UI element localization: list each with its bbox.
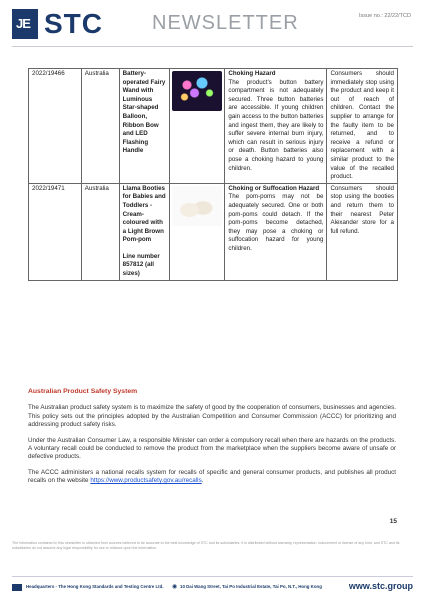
recall-number: 2022/19471 <box>29 183 82 280</box>
section-title: Australian Product Safety System <box>28 388 138 395</box>
paragraph-end: . <box>201 477 204 485</box>
footer-divider <box>12 576 413 577</box>
recall-remedy: Consumers should immediately stop using the product and keep it out of reach of children. Contact the supplier to arrange for the faulty item to be returned, and to receive a refund or replacement with a similar product to the value of the recalled product. <box>327 69 398 184</box>
footer-address: 10 Dai Wang Street, Tai Po Industrial Estate, Tai Po, N.T., Hong Kong <box>180 584 322 589</box>
table-row <box>29 183 398 280</box>
footer-logo <box>12 584 22 591</box>
recalls-link[interactable]: https://www.productsafety.gov.au/recalls <box>90 477 202 485</box>
issue-number: Issue no.: 22/22/TCD <box>359 13 411 19</box>
fairy-wand-image <box>172 71 222 111</box>
table-row <box>29 69 398 184</box>
recall-remedy: Consumers should stop using the booties and return them to their nearest Peter Alexander store for a full refund. <box>327 183 398 280</box>
recalls-table <box>28 68 398 281</box>
footer-headquarters: Headquarters - The Hong Kong Standards and Testing Centre Ltd. <box>26 584 164 589</box>
logo-mark <box>12 9 38 39</box>
recall-product-cell <box>119 183 170 280</box>
disclaimer: The information contained in this newsletter is obtained from sources believed to be accurate to the best knowledge of STC and its subsidiaries. It is distributed without warranty, representation, inducement or license of any kind, and STC and its subsidiaries do not assume any legal responsibility for use or reliance upon the information. <box>12 541 400 550</box>
page-number: 15 <box>389 518 397 525</box>
recall-product: Battery-operated Fairy Wand with Luminous Star-shaped Balloon, Ribbon Bow and LED Flashing Handle <box>119 69 170 184</box>
recall-number: 2022/19466 <box>29 69 82 184</box>
recall-country: Australia <box>81 183 119 280</box>
section-paragraph: Under the Australian Consumer Law, a responsible Minister can order a compulsory recall when there are hazards on the products. A voluntary recall could be conducted to remove the product from the marketplace when the suppliers become aware of unsafe or defective products. <box>28 436 396 461</box>
llama-booties-image <box>172 186 222 226</box>
hazard-title: Choking Hazard <box>228 70 276 77</box>
hazard-text: The product's button battery compartment is not adequately secured. Three button batteries are accessible. If young children gain access to the button batteries and ingest them, they are likely to suffer severe internal burn injury, which can result in serious injury or death. Button batteries also pose a choking hazard to young children. <box>228 78 324 172</box>
location-pin-icon: ◉ <box>172 584 178 590</box>
section-paragraph <box>28 469 396 486</box>
recall-product-line-number: Line number 857812 (all sizes) <box>122 252 160 278</box>
product-image-cell <box>170 183 225 280</box>
page-footer <box>0 576 425 600</box>
footer-website[interactable]: www.stc.group <box>348 581 413 591</box>
logo-text: STC <box>44 8 103 39</box>
page-header <box>0 0 425 52</box>
recall-product: Llama Booties for Babies and Toddlers - Cream-coloured with a Light Brown Pom-pom <box>122 184 166 244</box>
logo-mark-text: JE <box>16 16 30 31</box>
newsletter-title: NEWSLETTER <box>152 12 299 34</box>
recall-hazard <box>225 69 327 184</box>
product-safety-section <box>28 388 396 493</box>
product-image-cell <box>170 69 225 184</box>
section-paragraph: The Australian product safety system is to maximize the safety of good by the cooperation of consumers, businesses and agencies. This policy sets out the principles adopted by the Australian Competition and Consumer Commission (ACCC) for prioritizing and addressing product safety risks. <box>28 404 396 429</box>
hazard-text: The pom-poms may not be adequately secured. One or both pom-poms could detach. If the pom-poms become detached, they may pose a choking or suffocation hazard for young children. <box>228 193 324 252</box>
paragraph-text: The ACCC administers a national recalls system for recalls of specific and general consumer products, and publishes all product recalls on the website <box>28 468 396 485</box>
recall-country: Australia <box>81 69 119 184</box>
recall-hazard <box>225 183 327 280</box>
stc-logo <box>12 9 120 39</box>
header-divider <box>12 46 413 47</box>
hazard-title: Choking or Suffocation Hazard <box>228 184 320 192</box>
